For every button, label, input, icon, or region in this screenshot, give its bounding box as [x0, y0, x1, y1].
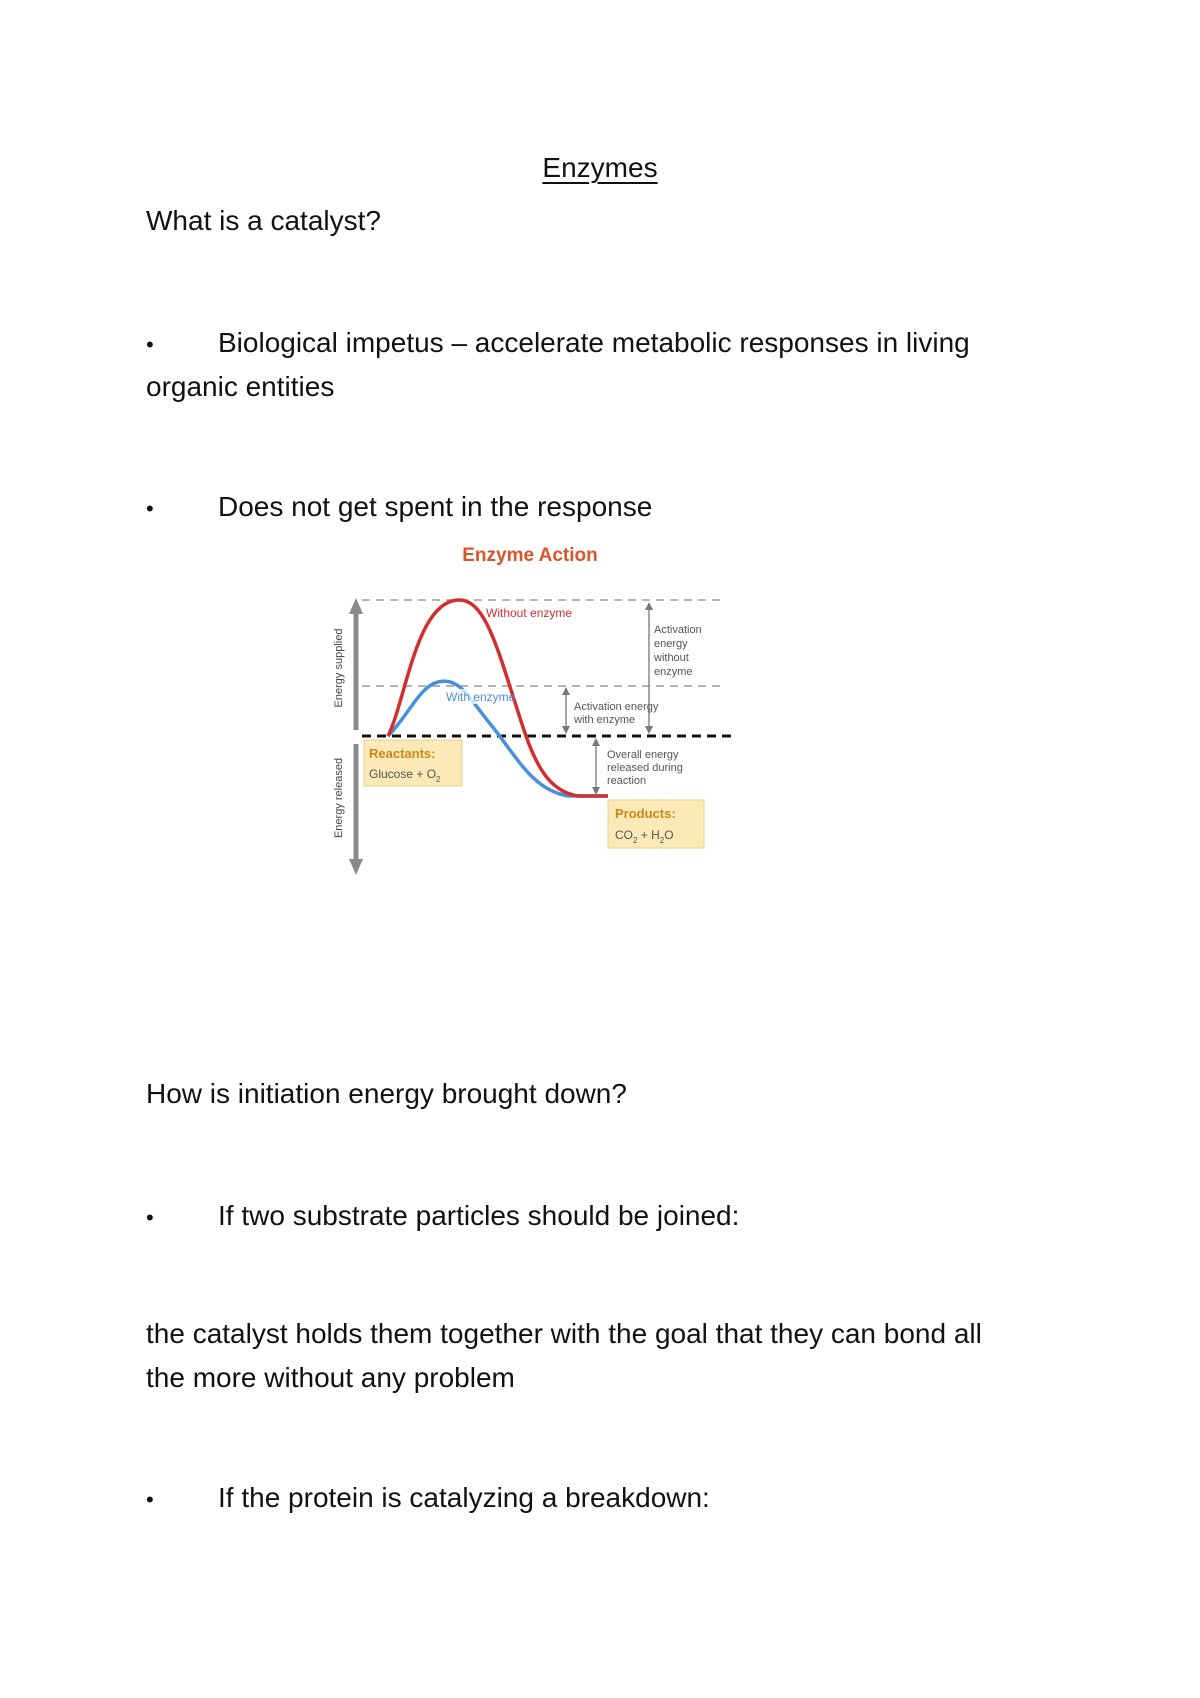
- reactants-formula: $Glucose + O_2$: [369, 767, 441, 784]
- arrow-down-icon: [349, 859, 363, 875]
- products-title: Products:: [615, 806, 676, 821]
- bullet-marker: •: [146, 496, 154, 521]
- bullet-text-1-line-1: Biological impetus – accelerate metabolic responses in living: [218, 327, 970, 358]
- question-initiation-energy: How is initiation energy brought down?: [146, 1078, 627, 1109]
- axis-label-released: Energy released: [333, 757, 345, 839]
- paragraph-line-1: the catalyst holds them together with the goal that they can bond all: [146, 1318, 982, 1349]
- overall-energy-label: Overall energy released during reaction: [607, 749, 683, 787]
- bullet-text-1-line-2: organic entities: [146, 371, 335, 402]
- bullet-marker: •: [146, 1487, 154, 1512]
- label-with-enzyme: With enzyme: [446, 690, 516, 704]
- question-catalyst: What is a catalyst?: [146, 205, 381, 236]
- axis-label-supplied: Energy supplied: [333, 628, 345, 708]
- paragraph-line-2: the more without any problem: [146, 1362, 515, 1393]
- arrow-head-down-icon: [562, 726, 570, 734]
- arrow-up-icon: [349, 598, 363, 614]
- arrow-head-up-icon: [592, 738, 600, 746]
- enzyme-action-figure: [320, 530, 740, 880]
- figure-title: Enzyme Action: [462, 545, 598, 566]
- arrow-head-up-icon: [562, 687, 570, 695]
- energy-diagram: [320, 530, 740, 880]
- activation-with-label: Activation energy with enzyme: [574, 701, 659, 726]
- reactants-title: Reactants:: [369, 746, 436, 761]
- bullet-marker: •: [146, 332, 154, 357]
- arrow-head-up-icon: [645, 602, 653, 610]
- arrow-head-down-icon: [592, 787, 600, 795]
- arrow-head-down-icon: [645, 726, 653, 734]
- products-formula: $CO_2 + H_2O$: [615, 828, 674, 845]
- bullet-text-2: Does not get spent in the response: [218, 491, 653, 522]
- label-without-enzyme: Without enzyme: [486, 606, 573, 620]
- activation-without-label: Activation energy without enzyme: [654, 624, 702, 678]
- bullet-text-4: If the protein is catalyzing a breakdown:: [218, 1482, 710, 1513]
- bullet-text-3: If two substrate particles should be joined:: [218, 1200, 740, 1231]
- bullet-marker: •: [146, 1205, 154, 1230]
- page-title: Enzymes: [542, 152, 658, 183]
